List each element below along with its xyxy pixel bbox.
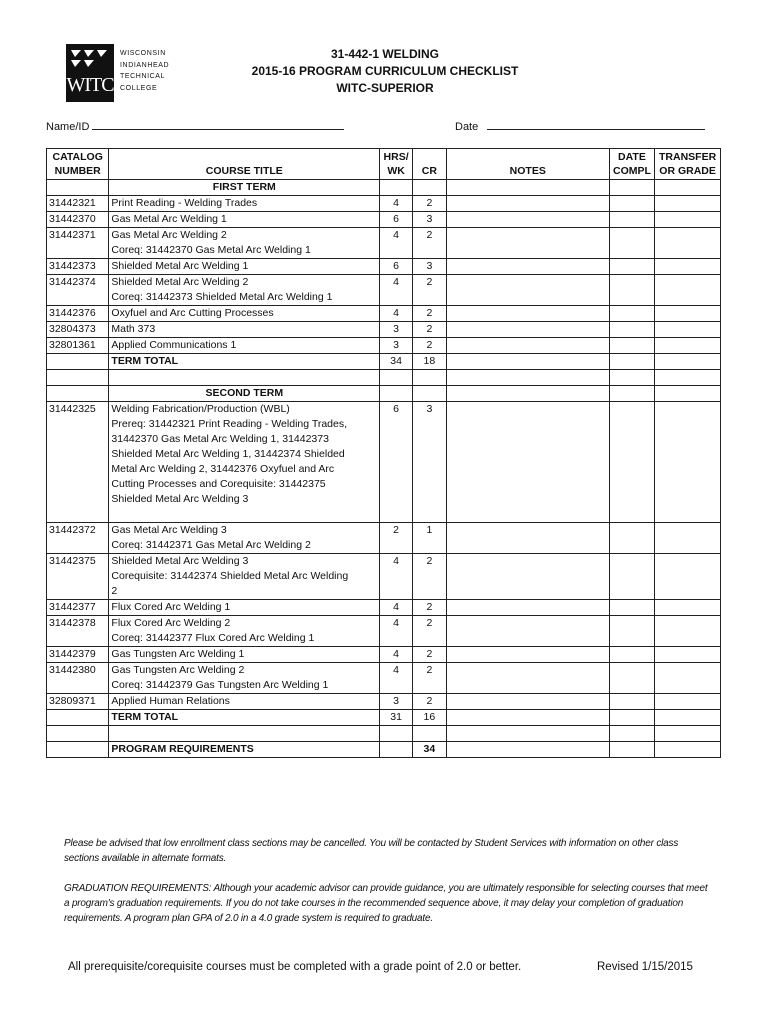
hrs-wk-value: 6	[380, 259, 413, 275]
transfer-grade-cell[interactable]	[655, 386, 721, 402]
table-header-row	[47, 149, 721, 180]
transfer-grade-cell[interactable]	[655, 354, 721, 370]
course-name: Gas Metal Arc Welding 2	[111, 229, 227, 241]
catalog-number: 31442370	[47, 212, 109, 228]
course-row	[47, 322, 721, 338]
catalog-number: 31442374	[47, 275, 109, 306]
notes-cell[interactable]	[446, 259, 609, 275]
course-name: Gas Tungsten Arc Welding 2	[111, 664, 245, 676]
course-name: Flux Cored Arc Welding 2	[111, 617, 231, 629]
col-course-title: COURSE TITLE	[109, 149, 380, 180]
transfer-grade-cell[interactable]	[655, 338, 721, 354]
course-title	[109, 694, 380, 710]
term-total-cr: 16	[412, 710, 446, 726]
catalog-number-cell	[47, 742, 109, 758]
logo-letters: WITC	[66, 74, 114, 96]
hrs-wk-value: 4	[380, 306, 413, 322]
catalog-number-cell	[47, 386, 109, 402]
transfer-grade-cell[interactable]	[655, 742, 721, 758]
advisory-note: Please be advised that low enrollment class sections may be cancelled. You will be contacted by Student Services with information on other class sections available in alternate formats.	[64, 838, 679, 864]
hrs-cell	[380, 386, 413, 402]
logo-line: WISCONSIN	[120, 50, 166, 57]
date-compl-cell[interactable]	[609, 338, 654, 354]
course-name: Flux Cored Arc Welding 1	[111, 601, 231, 613]
catalog-number-cell	[47, 354, 109, 370]
notes-cell[interactable]	[446, 402, 609, 523]
transfer-grade-cell[interactable]	[655, 663, 721, 694]
transfer-grade-cell[interactable]	[655, 196, 721, 212]
hrs-wk-value: 4	[380, 228, 413, 259]
cr-value: 2	[412, 663, 446, 694]
catalog-number: 31442372	[47, 523, 109, 554]
course-title	[109, 616, 380, 647]
hrs-wk-value: 4	[380, 600, 413, 616]
notes-cell[interactable]	[446, 228, 609, 259]
course-requisite-line: Cutting Processes and Corequisite: 31442375	[111, 478, 326, 490]
cr-value: 3	[412, 212, 446, 228]
catalog-number-cell	[47, 726, 109, 742]
course-row	[47, 616, 721, 647]
course-name: Math 373	[111, 323, 156, 335]
course-name: Gas Metal Arc Welding 3	[111, 524, 227, 536]
transfer-grade-cell[interactable]	[655, 212, 721, 228]
notes-cell[interactable]	[446, 212, 609, 228]
col-cr: CR	[412, 149, 446, 180]
course-requisite-line: Metal Arc Welding 2, 31442376 Oxyfuel and Arc	[111, 463, 335, 475]
catalog-number: 31442376	[47, 306, 109, 322]
hrs-cell	[380, 726, 413, 742]
cr-value: 2	[412, 196, 446, 212]
transfer-grade-cell[interactable]	[655, 370, 721, 386]
course-row	[47, 228, 721, 259]
hrs-wk-value: 4	[380, 647, 413, 663]
transfer-grade-cell[interactable]	[655, 322, 721, 338]
revision-date: Revised 1/15/2015	[597, 961, 693, 973]
date-compl-cell[interactable]	[609, 600, 654, 616]
date-compl-cell[interactable]	[609, 742, 654, 758]
date-compl-cell[interactable]	[609, 726, 654, 742]
course-name: Applied Communications 1	[111, 339, 237, 351]
hrs-wk-value: 4	[380, 275, 413, 306]
notes-cell[interactable]	[446, 196, 609, 212]
date-compl-cell[interactable]	[609, 370, 654, 386]
course-requisite-line: Coreq: 31442373 Shielded Metal Arc Welding 1	[111, 291, 333, 303]
course-name: Welding Fabrication/Production (WBL)	[111, 403, 290, 415]
course-requisite-line: Corequisite: 31442374 Shielded Metal Arc Welding	[111, 570, 349, 582]
prerequisite-footer-note: All prerequisite/corequisite courses must be completed with a grade point of 2.0 or better.	[68, 961, 522, 973]
hrs-wk-value: 4	[380, 663, 413, 694]
notes-cell[interactable]	[446, 386, 609, 402]
program-requirements-label: PROGRAM REQUIREMENTS	[109, 742, 380, 758]
cr-value: 2	[412, 275, 446, 306]
notes-cell[interactable]	[446, 710, 609, 726]
notes-cell[interactable]	[446, 663, 609, 694]
course-requisite-line: Coreq: 31442371 Gas Metal Arc Welding 2	[111, 539, 311, 551]
course-requisite-line: 31442370 Gas Metal Arc Welding 1, 31442373	[111, 433, 329, 445]
logo-line: INDIANHEAD	[120, 61, 170, 69]
notes-cell[interactable]	[446, 554, 609, 600]
date-compl-cell[interactable]	[609, 402, 654, 523]
notes-cell[interactable]	[446, 275, 609, 306]
transfer-grade-cell[interactable]	[655, 726, 721, 742]
term-heading: FIRST TERM	[109, 180, 380, 196]
date-compl-cell[interactable]	[609, 386, 654, 402]
transfer-grade-cell[interactable]	[655, 523, 721, 554]
program-requirements-row	[47, 742, 721, 758]
course-name: Applied Human Relations	[111, 695, 230, 707]
cr-value: 2	[412, 600, 446, 616]
date-compl-cell[interactable]	[609, 663, 654, 694]
term-total-label: TERM TOTAL	[109, 354, 380, 370]
date-compl-cell[interactable]	[609, 180, 654, 196]
notes-cell[interactable]	[446, 600, 609, 616]
logo-line: TECHNICAL	[120, 73, 166, 80]
blank-row	[47, 726, 721, 742]
course-requisite-line: Shielded Metal Arc Welding 1, 31442374 Shielded	[111, 448, 345, 460]
notes-cell[interactable]	[446, 322, 609, 338]
course-row	[47, 554, 721, 600]
catalog-number: 31442371	[47, 228, 109, 259]
date-compl-cell[interactable]	[609, 710, 654, 726]
transfer-grade-cell[interactable]	[655, 228, 721, 259]
cr-value: 2	[412, 616, 446, 647]
date-compl-cell[interactable]	[609, 616, 654, 647]
course-title	[109, 212, 380, 228]
hrs-wk-value: 3	[380, 338, 413, 354]
course-requisite-line: Prereq: 31442321 Print Reading - Welding Trades,	[111, 418, 348, 430]
date-compl-cell[interactable]	[609, 275, 654, 306]
course-title	[109, 196, 380, 212]
course-title	[109, 402, 380, 523]
cr-value: 2	[412, 306, 446, 322]
course-row	[47, 196, 721, 212]
hrs-wk-value: 3	[380, 694, 413, 710]
course-row	[47, 275, 721, 306]
transfer-grade-cell[interactable]	[655, 554, 721, 600]
date-compl-cell[interactable]	[609, 212, 654, 228]
term-total-label: TERM TOTAL	[109, 710, 380, 726]
course-requisite-line: 2	[111, 585, 118, 597]
course-name: Oxyfuel and Arc Cutting Processes	[111, 307, 274, 319]
course-name: Shielded Metal Arc Welding 3	[111, 555, 249, 567]
catalog-number: 32801361	[47, 338, 109, 354]
catalog-number: 31442377	[47, 600, 109, 616]
catalog-number: 31442375	[47, 554, 109, 600]
course-row	[47, 523, 721, 554]
transfer-grade-cell[interactable]	[655, 259, 721, 275]
checklist-title: 2015-16 PROGRAM CURRICULUM CHECKLIST	[251, 64, 519, 78]
course-title-cell	[109, 370, 380, 386]
course-title-cell	[109, 726, 380, 742]
notes-cell[interactable]	[446, 338, 609, 354]
transfer-grade-cell[interactable]	[655, 616, 721, 647]
curriculum-table	[46, 148, 721, 758]
course-title	[109, 259, 380, 275]
catalog-number: 32804373	[47, 322, 109, 338]
term-total-hrs: 34	[380, 354, 413, 370]
date-compl-cell[interactable]	[609, 306, 654, 322]
course-title	[109, 228, 380, 259]
term-total-row	[47, 354, 721, 370]
course-title	[109, 275, 380, 306]
cr-value: 3	[412, 402, 446, 523]
catalog-number: 31442373	[47, 259, 109, 275]
date-compl-cell[interactable]	[609, 259, 654, 275]
course-title	[109, 523, 380, 554]
course-title	[109, 663, 380, 694]
date-compl-cell[interactable]	[609, 554, 654, 600]
transfer-grade-cell[interactable]	[655, 306, 721, 322]
program-title: 31-442-1 WELDING	[330, 47, 440, 61]
logo-chevrons-icon	[69, 48, 111, 70]
course-name: Print Reading - Welding Trades	[111, 197, 258, 209]
date-compl-cell[interactable]	[609, 354, 654, 370]
cr-value: 1	[412, 523, 446, 554]
cr-value: 2	[412, 338, 446, 354]
catalog-number: 31442378	[47, 616, 109, 647]
term-heading-row	[47, 180, 721, 196]
course-requisite-line: Shielded Metal Arc Welding 3	[111, 493, 249, 505]
notes-cell[interactable]	[446, 726, 609, 742]
term-heading-row	[47, 386, 721, 402]
date-compl-cell[interactable]	[609, 322, 654, 338]
col-date-compl: DATE COMPL	[609, 149, 654, 180]
cr-value: 2	[412, 228, 446, 259]
cr-cell	[412, 180, 446, 196]
notes-cell[interactable]	[446, 306, 609, 322]
transfer-grade-cell[interactable]	[655, 710, 721, 726]
campus-title: WITC-SUPERIOR	[336, 81, 434, 95]
name-id-label: Name/ID	[46, 121, 90, 133]
col-notes: NOTES	[446, 149, 609, 180]
course-requisite-line	[111, 507, 377, 522]
date-compl-cell[interactable]	[609, 694, 654, 710]
course-row	[47, 306, 721, 322]
term-total-hrs: 31	[380, 710, 413, 726]
notes-cell[interactable]	[446, 354, 609, 370]
course-requisite-line: Coreq: 31442379 Gas Tungsten Arc Welding 1	[111, 679, 329, 691]
hrs-cell	[380, 180, 413, 196]
date-compl-cell[interactable]	[609, 196, 654, 212]
date-compl-cell[interactable]	[609, 647, 654, 663]
cr-cell	[412, 370, 446, 386]
document-header	[200, 46, 570, 97]
transfer-grade-cell[interactable]	[655, 647, 721, 663]
hrs-wk-value: 4	[380, 616, 413, 647]
blank-row	[47, 370, 721, 386]
course-name: Gas Tungsten Arc Welding 1	[111, 648, 245, 660]
date-compl-cell[interactable]	[609, 523, 654, 554]
hrs-cell	[380, 742, 413, 758]
cr-value: 2	[412, 647, 446, 663]
course-name: Shielded Metal Arc Welding 1	[111, 260, 249, 272]
date-label: Date	[455, 121, 479, 133]
hrs-wk-value: 6	[380, 402, 413, 523]
hrs-wk-value: 3	[380, 322, 413, 338]
transfer-grade-cell[interactable]	[655, 600, 721, 616]
notes-cell[interactable]	[446, 616, 609, 647]
cr-value: 3	[412, 259, 446, 275]
course-title	[109, 647, 380, 663]
catalog-number-cell	[47, 180, 109, 196]
transfer-grade-cell[interactable]	[655, 402, 721, 523]
notes-cell[interactable]	[446, 180, 609, 196]
col-transfer-grade: TRANSFER OR GRADE	[655, 149, 721, 180]
col-hrs-wk: HRS/ WK	[380, 149, 413, 180]
course-requisite-line: Coreq: 31442370 Gas Metal Arc Welding 1	[111, 244, 311, 256]
logo-mark	[66, 44, 114, 102]
cr-cell	[412, 726, 446, 742]
course-title	[109, 338, 380, 354]
notes-cell[interactable]	[446, 742, 609, 758]
hrs-cell	[380, 370, 413, 386]
course-row	[47, 694, 721, 710]
term-total-cr: 18	[412, 354, 446, 370]
course-row	[47, 663, 721, 694]
course-row	[47, 259, 721, 275]
cr-cell	[412, 386, 446, 402]
hrs-wk-value: 4	[380, 196, 413, 212]
college-logo	[66, 44, 186, 104]
transfer-grade-cell[interactable]	[655, 180, 721, 196]
catalog-number: 31442321	[47, 196, 109, 212]
notes-cell[interactable]	[446, 370, 609, 386]
course-title	[109, 306, 380, 322]
term-heading: SECOND TERM	[109, 386, 380, 402]
course-title	[109, 600, 380, 616]
name-id-field[interactable]	[46, 119, 344, 133]
course-name: Gas Metal Arc Welding 1	[111, 213, 227, 225]
transfer-grade-cell[interactable]	[655, 694, 721, 710]
date-blank[interactable]	[487, 119, 705, 130]
logo-line: COLLEGE	[120, 84, 158, 92]
transfer-grade-cell[interactable]	[655, 275, 721, 306]
program-total-cr: 34	[412, 742, 446, 758]
catalog-number-cell	[47, 710, 109, 726]
course-row	[47, 647, 721, 663]
notes-cell[interactable]	[446, 523, 609, 554]
course-requisite-line: Coreq: 31442377 Flux Cored Arc Welding 1	[111, 632, 315, 644]
hrs-wk-value: 2	[380, 523, 413, 554]
catalog-number: 31442379	[47, 647, 109, 663]
cr-value: 2	[412, 694, 446, 710]
hrs-wk-value: 4	[380, 554, 413, 600]
col-catalog-number: CATALOG NUMBER	[47, 149, 109, 180]
date-compl-cell[interactable]	[609, 228, 654, 259]
course-title	[109, 554, 380, 600]
catalog-number: 32809371	[47, 694, 109, 710]
course-row	[47, 402, 721, 523]
course-row	[47, 338, 721, 354]
catalog-number: 31442325	[47, 402, 109, 523]
cr-value: 2	[412, 554, 446, 600]
logo-wordmark	[120, 48, 169, 94]
term-total-row	[47, 710, 721, 726]
cr-value: 2	[412, 322, 446, 338]
course-row	[47, 600, 721, 616]
course-title	[109, 322, 380, 338]
graduation-requirements-note: GRADUATION REQUIREMENTS: Although your academic advisor can provide guidance, you are ultimately responsible for selecting courses that meet a program's graduation requirements. If you do not take courses in the recommended sequence above, it may delay your completion of graduation requirements. A program plan GPA of 2.0 in a 4.0 grade system is required to graduate.	[64, 883, 708, 924]
course-row	[47, 212, 721, 228]
hrs-wk-value: 6	[380, 212, 413, 228]
course-name: Shielded Metal Arc Welding 2	[111, 276, 249, 288]
notes-cell[interactable]	[446, 694, 609, 710]
catalog-number-cell	[47, 370, 109, 386]
date-field[interactable]	[455, 119, 705, 133]
notes-cell[interactable]	[446, 647, 609, 663]
catalog-number: 31442380	[47, 663, 109, 694]
name-id-blank[interactable]	[92, 119, 344, 130]
